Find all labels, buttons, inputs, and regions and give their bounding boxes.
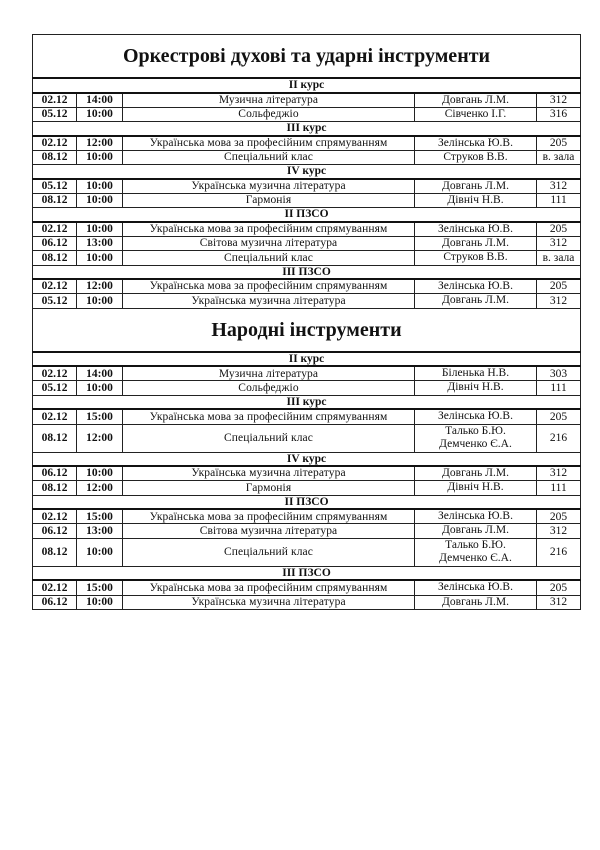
teacher-name: Довгань Л.М. bbox=[442, 237, 509, 250]
teacher-name: Довгань Л.М. bbox=[442, 294, 509, 307]
teacher-name: Зелінська Ю.В. bbox=[438, 581, 513, 594]
teacher-name: Демченко Є.А. bbox=[439, 438, 512, 451]
teacher-cell bbox=[415, 294, 537, 308]
course-header bbox=[33, 452, 581, 466]
subject-name: Українська музична література bbox=[123, 466, 415, 481]
exam-time: 10:00 bbox=[77, 294, 123, 308]
schedule-document bbox=[32, 34, 580, 610]
subject-name: Спеціальний клас bbox=[123, 424, 415, 452]
exam-time: 13:00 bbox=[77, 524, 123, 538]
exam-date: 02.12 bbox=[33, 509, 77, 524]
room-number: 111 bbox=[537, 381, 581, 395]
room-number: 205 bbox=[537, 580, 581, 595]
teacher-name: Талько Б.Ю. bbox=[445, 424, 506, 437]
course-label: ІІ ПЗСО bbox=[33, 495, 581, 509]
course-label: ІІ ПЗСО bbox=[33, 208, 581, 222]
room-number: 205 bbox=[537, 136, 581, 151]
exam-time: 10:00 bbox=[77, 179, 123, 194]
exam-date: 02.12 bbox=[33, 279, 77, 294]
exam-time: 15:00 bbox=[77, 509, 123, 524]
exam-time: 15:00 bbox=[77, 409, 123, 424]
room-number: 316 bbox=[537, 107, 581, 121]
teacher-name: Дівніч Н.В. bbox=[447, 381, 504, 394]
exam-date: 02.12 bbox=[33, 366, 77, 381]
exam-date: 06.12 bbox=[33, 595, 77, 609]
exam-time: 12:00 bbox=[77, 279, 123, 294]
course-header bbox=[33, 165, 581, 179]
exam-date: 08.12 bbox=[33, 150, 77, 164]
room-number: 205 bbox=[537, 509, 581, 524]
exam-date: 02.12 bbox=[33, 93, 77, 108]
table-row bbox=[33, 595, 581, 609]
teacher-cell bbox=[415, 279, 537, 294]
exam-date: 05.12 bbox=[33, 294, 77, 308]
table-row bbox=[33, 509, 581, 524]
table-row bbox=[33, 466, 581, 481]
exam-date: 06.12 bbox=[33, 237, 77, 251]
exam-date: 06.12 bbox=[33, 524, 77, 538]
exam-date: 05.12 bbox=[33, 381, 77, 395]
exam-time: 13:00 bbox=[77, 237, 123, 251]
subject-name: Українська мова за професійним спрямуванням bbox=[123, 279, 415, 294]
room-number: 205 bbox=[537, 409, 581, 424]
exam-date: 02.12 bbox=[33, 409, 77, 424]
teacher-name: Зелінська Ю.В. bbox=[438, 136, 513, 149]
teacher-cell bbox=[415, 509, 537, 524]
teacher-cell bbox=[415, 409, 537, 424]
room-number: 111 bbox=[537, 194, 581, 208]
teacher-cell bbox=[415, 424, 537, 452]
teacher-cell bbox=[415, 107, 537, 121]
room-number: 205 bbox=[537, 222, 581, 237]
table-row bbox=[33, 424, 581, 452]
course-header bbox=[33, 352, 581, 367]
subject-name: Українська мова за професійним спрямуванням bbox=[123, 509, 415, 524]
teacher-name: Зелінська Ю.В. bbox=[438, 410, 513, 423]
teacher-name: Талько Б.Ю. bbox=[445, 538, 506, 551]
table-row bbox=[33, 538, 581, 566]
exam-time: 15:00 bbox=[77, 580, 123, 595]
subject-name: Українська мова за професійним спрямуванням bbox=[123, 409, 415, 424]
schedule-table bbox=[32, 34, 581, 610]
room-number: 312 bbox=[537, 294, 581, 308]
teacher-cell bbox=[415, 595, 537, 609]
table-row bbox=[33, 524, 581, 538]
course-header bbox=[33, 265, 581, 279]
exam-time: 10:00 bbox=[77, 222, 123, 237]
exam-date: 05.12 bbox=[33, 179, 77, 194]
exam-time: 12:00 bbox=[77, 481, 123, 495]
teacher-cell bbox=[415, 222, 537, 237]
table-row bbox=[33, 107, 581, 121]
exam-time: 10:00 bbox=[77, 538, 123, 566]
course-label: IV курс bbox=[33, 165, 581, 179]
section-header bbox=[33, 35, 581, 79]
exam-date: 08.12 bbox=[33, 481, 77, 495]
room-number: 312 bbox=[537, 524, 581, 538]
teacher-name: Дівніч Н.В. bbox=[447, 481, 504, 494]
course-header bbox=[33, 495, 581, 509]
exam-time: 10:00 bbox=[77, 381, 123, 395]
exam-time: 10:00 bbox=[77, 595, 123, 609]
room-number: 205 bbox=[537, 279, 581, 294]
teacher-name: Зелінська Ю.В. bbox=[438, 280, 513, 293]
exam-date: 02.12 bbox=[33, 222, 77, 237]
teacher-cell bbox=[415, 524, 537, 538]
room-number: 312 bbox=[537, 466, 581, 481]
subject-name: Гармонія bbox=[123, 194, 415, 208]
exam-time: 10:00 bbox=[77, 194, 123, 208]
table-row bbox=[33, 150, 581, 164]
table-row bbox=[33, 481, 581, 495]
course-header bbox=[33, 78, 581, 93]
course-label: IV курс bbox=[33, 452, 581, 466]
teacher-name: Зелінська Ю.В. bbox=[438, 510, 513, 523]
course-label: ІІІ курс bbox=[33, 122, 581, 136]
teacher-cell bbox=[415, 179, 537, 194]
exam-time: 14:00 bbox=[77, 93, 123, 108]
teacher-name: Зелінська Ю.В. bbox=[438, 222, 513, 235]
subject-name: Українська музична література bbox=[123, 595, 415, 609]
teacher-name: Довгань Л.М. bbox=[442, 467, 509, 480]
exam-date: 08.12 bbox=[33, 424, 77, 452]
subject-name: Українська мова за професійним спрямуванням bbox=[123, 580, 415, 595]
exam-date: 05.12 bbox=[33, 107, 77, 121]
room-number: в. зала bbox=[537, 251, 581, 265]
teacher-name: Довгань Л.М. bbox=[442, 179, 509, 192]
exam-time: 12:00 bbox=[77, 136, 123, 151]
exam-time: 14:00 bbox=[77, 366, 123, 381]
table-row bbox=[33, 251, 581, 265]
exam-date: 08.12 bbox=[33, 538, 77, 566]
teacher-name: Сівченко І.Г. bbox=[444, 107, 507, 120]
course-label: ІІ курс bbox=[33, 78, 581, 93]
room-number: 312 bbox=[537, 179, 581, 194]
table-row bbox=[33, 93, 581, 108]
teacher-name: Довгань Л.М. bbox=[442, 595, 509, 608]
teacher-cell bbox=[415, 580, 537, 595]
teacher-cell bbox=[415, 466, 537, 481]
teacher-cell bbox=[415, 366, 537, 381]
table-row bbox=[33, 580, 581, 595]
teacher-cell bbox=[415, 93, 537, 108]
subject-name: Музична література bbox=[123, 93, 415, 108]
course-label: ІІІ курс bbox=[33, 395, 581, 409]
room-number: 216 bbox=[537, 538, 581, 566]
table-row bbox=[33, 279, 581, 294]
table-row bbox=[33, 136, 581, 151]
teacher-name: Струков В.В. bbox=[443, 251, 508, 264]
room-number: 303 bbox=[537, 366, 581, 381]
subject-name: Гармонія bbox=[123, 481, 415, 495]
teacher-cell bbox=[415, 194, 537, 208]
course-label: ІІ курс bbox=[33, 352, 581, 367]
section-title: Народні інструменти bbox=[33, 308, 581, 352]
exam-time: 10:00 bbox=[77, 466, 123, 481]
subject-name: Українська мова за професійним спрямуванням bbox=[123, 136, 415, 151]
teacher-cell bbox=[415, 538, 537, 566]
table-row bbox=[33, 381, 581, 395]
course-header bbox=[33, 208, 581, 222]
exam-date: 02.12 bbox=[33, 136, 77, 151]
exam-time: 12:00 bbox=[77, 424, 123, 452]
teacher-cell bbox=[415, 251, 537, 265]
exam-date: 06.12 bbox=[33, 466, 77, 481]
table-row bbox=[33, 194, 581, 208]
room-number: в. зала bbox=[537, 150, 581, 164]
exam-date: 08.12 bbox=[33, 251, 77, 265]
table-row bbox=[33, 222, 581, 237]
teacher-name: Довгань Л.М. bbox=[442, 93, 509, 106]
teacher-cell bbox=[415, 381, 537, 395]
subject-name: Сольфеджіо bbox=[123, 107, 415, 121]
subject-name: Українська музична література bbox=[123, 294, 415, 308]
course-header bbox=[33, 395, 581, 409]
teacher-cell bbox=[415, 150, 537, 164]
teacher-cell bbox=[415, 481, 537, 495]
course-header bbox=[33, 566, 581, 580]
section-header bbox=[33, 308, 581, 352]
course-label: ІІІ ПЗСО bbox=[33, 265, 581, 279]
section-title: Оркестрові духові та ударні інструменти bbox=[33, 35, 581, 79]
subject-name: Спеціальний клас bbox=[123, 150, 415, 164]
subject-name: Сольфеджіо bbox=[123, 381, 415, 395]
teacher-cell bbox=[415, 237, 537, 251]
room-number: 111 bbox=[537, 481, 581, 495]
teacher-name: Демченко Є.А. bbox=[439, 552, 512, 565]
room-number: 312 bbox=[537, 595, 581, 609]
table-row bbox=[33, 294, 581, 308]
exam-time: 10:00 bbox=[77, 251, 123, 265]
course-label: ІІІ ПЗСО bbox=[33, 566, 581, 580]
table-row bbox=[33, 179, 581, 194]
table-row bbox=[33, 366, 581, 381]
teacher-name: Біленька Н.В. bbox=[441, 367, 510, 380]
subject-name: Музична література bbox=[123, 366, 415, 381]
exam-time: 10:00 bbox=[77, 150, 123, 164]
subject-name: Спеціальний клас bbox=[123, 538, 415, 566]
subject-name: Українська музична література bbox=[123, 179, 415, 194]
room-number: 312 bbox=[537, 93, 581, 108]
room-number: 312 bbox=[537, 237, 581, 251]
teacher-name: Дівніч Н.В. bbox=[447, 194, 504, 207]
subject-name: Світова музична література bbox=[123, 524, 415, 538]
exam-date: 02.12 bbox=[33, 580, 77, 595]
teacher-name: Довгань Л.М. bbox=[442, 524, 509, 537]
room-number: 216 bbox=[537, 424, 581, 452]
exam-date: 08.12 bbox=[33, 194, 77, 208]
subject-name: Українська мова за професійним спрямуванням bbox=[123, 222, 415, 237]
course-header bbox=[33, 122, 581, 136]
teacher-cell bbox=[415, 136, 537, 151]
exam-time: 10:00 bbox=[77, 107, 123, 121]
teacher-name: Струков В.В. bbox=[443, 150, 508, 163]
table-row bbox=[33, 237, 581, 251]
table-row bbox=[33, 409, 581, 424]
subject-name: Світова музична література bbox=[123, 237, 415, 251]
subject-name: Спеціальний клас bbox=[123, 251, 415, 265]
